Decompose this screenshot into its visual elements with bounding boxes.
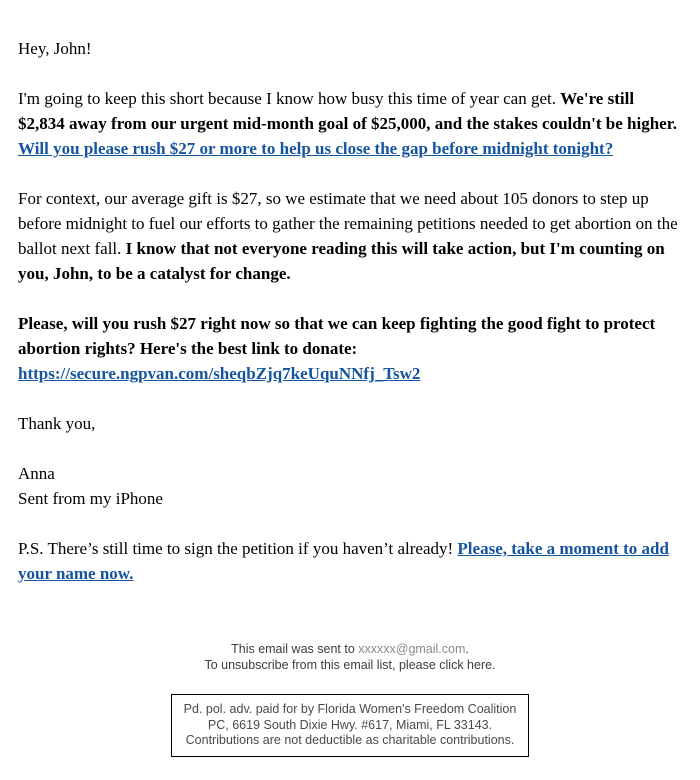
petition-link[interactable]: Please, take a moment to add your name now. xyxy=(18,539,669,583)
unsubscribe-click-here-link[interactable]: please click here. xyxy=(398,658,496,672)
closing-line: Thank you, xyxy=(18,414,96,433)
paragraph-urgent-goal xyxy=(18,86,682,161)
donate-url-link[interactable]: https://secure.ngpvan.com/sheqbZjq7keUquNNfj_Tsw2 xyxy=(18,364,421,383)
paragraph-urgent-goal-text: I'm going to keep this short because I know how busy this time of year can get. xyxy=(18,89,561,108)
sent-to-text: This email was sent to xyxy=(231,642,359,656)
sent-to-line xyxy=(0,641,700,657)
sent-to-period: . xyxy=(465,642,469,656)
paragraph-context xyxy=(18,186,682,286)
paragraph-context-text: For context, our average gift is $27, so we estimate that we need about 105 donors to step up before midnight to fuel our efforts to gather the remaining petitions needed to get abortion on the ballot next fall. xyxy=(18,189,678,258)
email-footer xyxy=(0,641,700,673)
unsubscribe-line xyxy=(0,657,700,673)
paragraph-urgent-goal-bold: We're still $2,834 away from our urgent mid-month goal of $25,000, and the stakes couldn't be higher. xyxy=(18,89,677,133)
signature-device: Sent from my iPhone xyxy=(18,489,163,508)
ps-text: P.S. There’s still time to sign the petition if you haven’t already! xyxy=(18,539,458,558)
rush-donation-link[interactable]: Will you please rush $27 or more to help us close the gap before midnight tonight? xyxy=(18,139,614,158)
paragraph-donate-bold: Please, will you rush $27 right now so that we can keep fighting the good fight to protect abortion rights? Here's the best link to donate: xyxy=(18,314,656,358)
signature-block xyxy=(18,461,682,511)
disclaimer-contributions-text: Contributions are not deductible as charitable contributions. xyxy=(185,733,515,747)
disclaimer-paid-for-text: Pd. pol. adv. paid for by Florida Women's Freedom Coalition PC, 6619 South Dixie Hwy. #617, Miami, FL 33143. xyxy=(183,702,517,732)
ps-paragraph xyxy=(18,536,682,586)
unsubscribe-text: To unsubscribe from this email list, xyxy=(204,658,399,672)
greeting: Hey, John! xyxy=(18,39,92,58)
political-disclaimer-box xyxy=(171,694,529,757)
paragraph-donate xyxy=(18,311,682,386)
recipient-email: xxxxxx@gmail.com xyxy=(358,642,466,656)
paragraph-context-bold: I know that not everyone reading this will take action, but I'm counting on you, John, to be a catalyst for change. xyxy=(18,239,665,283)
signature-name: Anna xyxy=(18,464,55,483)
